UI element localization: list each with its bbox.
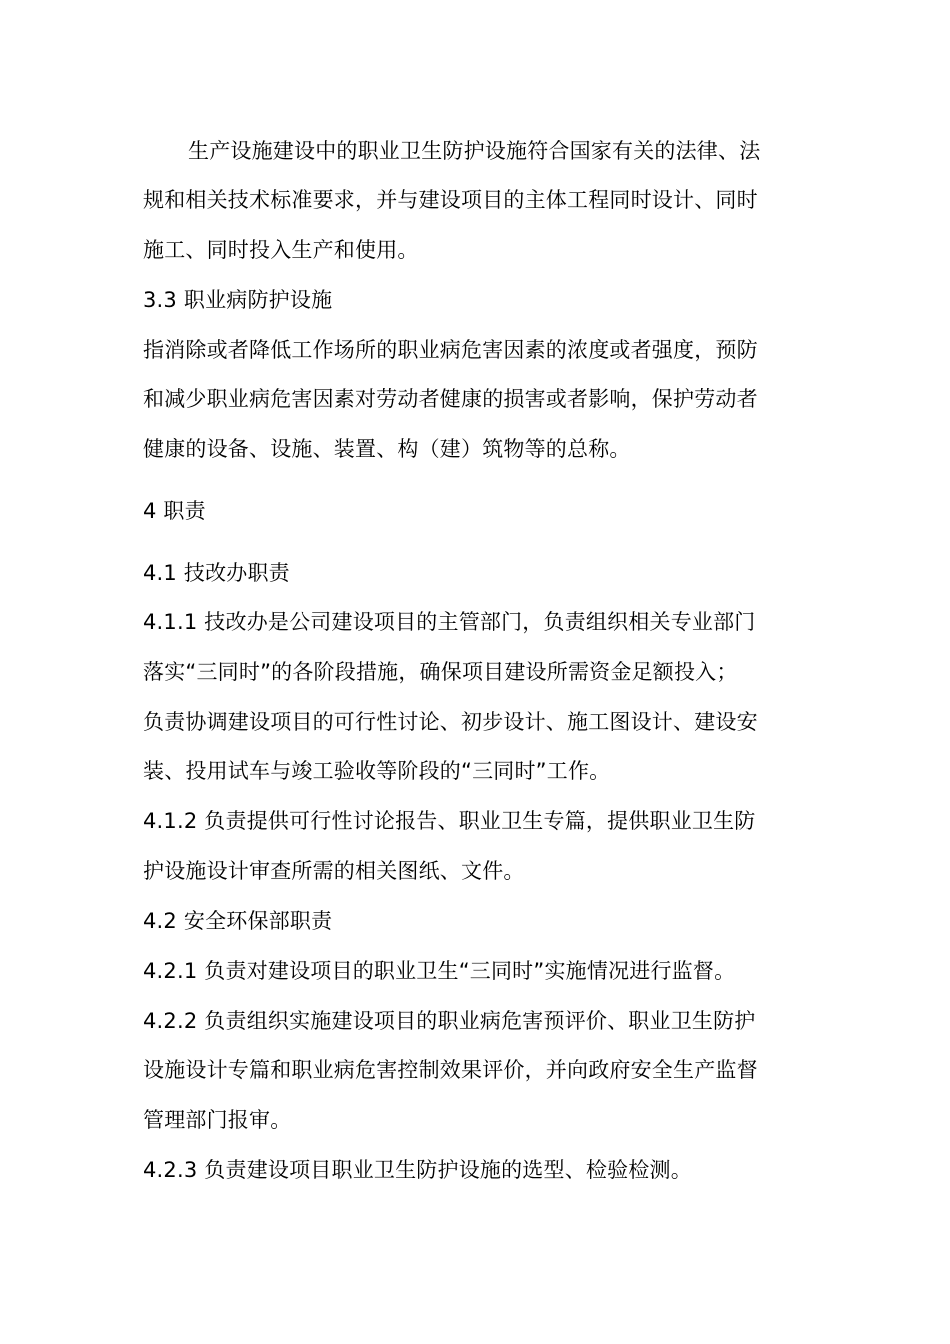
intro-line-3: 施工、同时投入生产和使用。 [143, 238, 419, 262]
intro-line-1: 生产设施建设中的职业卫生防护设施符合国家有关的法律、法 [188, 139, 761, 163]
item-4-1-2-line-1: 4.1.2 负责提供可行性讨论报告、职业卫生专篇，提供职业卫生防 [143, 809, 756, 833]
item-4-2-2-line-1: 4.2.2 负责组织实施建设项目的职业病危害预评价、职业卫生防护 [143, 1009, 756, 1033]
item-4-1-1-line-4: 装、投用试车与竣工验收等阶段的“三同时”工作。 [143, 759, 611, 783]
section-3-3-line-3: 健康的设备、设施、装置、构（建）筑物等的总称。 [143, 437, 631, 461]
intro-line-2: 规和相关技术标准要求，并与建设项目的主体工程同时设计、同时 [143, 188, 758, 212]
item-4-2-2-line-3: 管理部门报审。 [143, 1108, 292, 1132]
item-4-1-1-line-1: 4.1.1 技改办是公司建设项目的主管部门，负责组织相关专业部门 [143, 610, 756, 634]
section-4-heading: 4 职责 [143, 499, 206, 523]
section-4-2-heading: 4.2 安全环保部职责 [143, 909, 333, 933]
section-4-1-heading: 4.1 技改办职责 [143, 561, 290, 585]
item-4-1-1-line-2: 落实“三同时”的各阶段措施，确保项目建设所需资金足额投入； [143, 660, 738, 684]
section-3-3-heading: 3.3 职业病防护设施 [143, 288, 333, 312]
item-4-2-2-line-2: 设施设计专篇和职业病危害控制效果评价，并向政府安全生产监督 [143, 1058, 758, 1082]
item-4-2-3-line-1: 4.2.3 负责建设项目职业卫生防护设施的选型、检验检测。 [143, 1158, 692, 1182]
section-3-3-line-1: 指消除或者降低工作场所的职业病危害因素的浓度或者强度，预防 [143, 338, 758, 362]
item-4-1-1-line-3: 负责协调建设项目的可行性讨论、初步设计、施工图设计、建设安 [143, 710, 758, 734]
item-4-1-2-line-2: 护设施设计审查所需的相关图纸、文件。 [143, 859, 525, 883]
item-4-2-1-line-1: 4.2.1 负责对建设项目的职业卫生“三同时”实施情况进行监督。 [143, 959, 736, 983]
section-3-3-line-2: 和减少职业病危害因素对劳动者健康的损害或者影响，保护劳动者 [143, 387, 758, 411]
